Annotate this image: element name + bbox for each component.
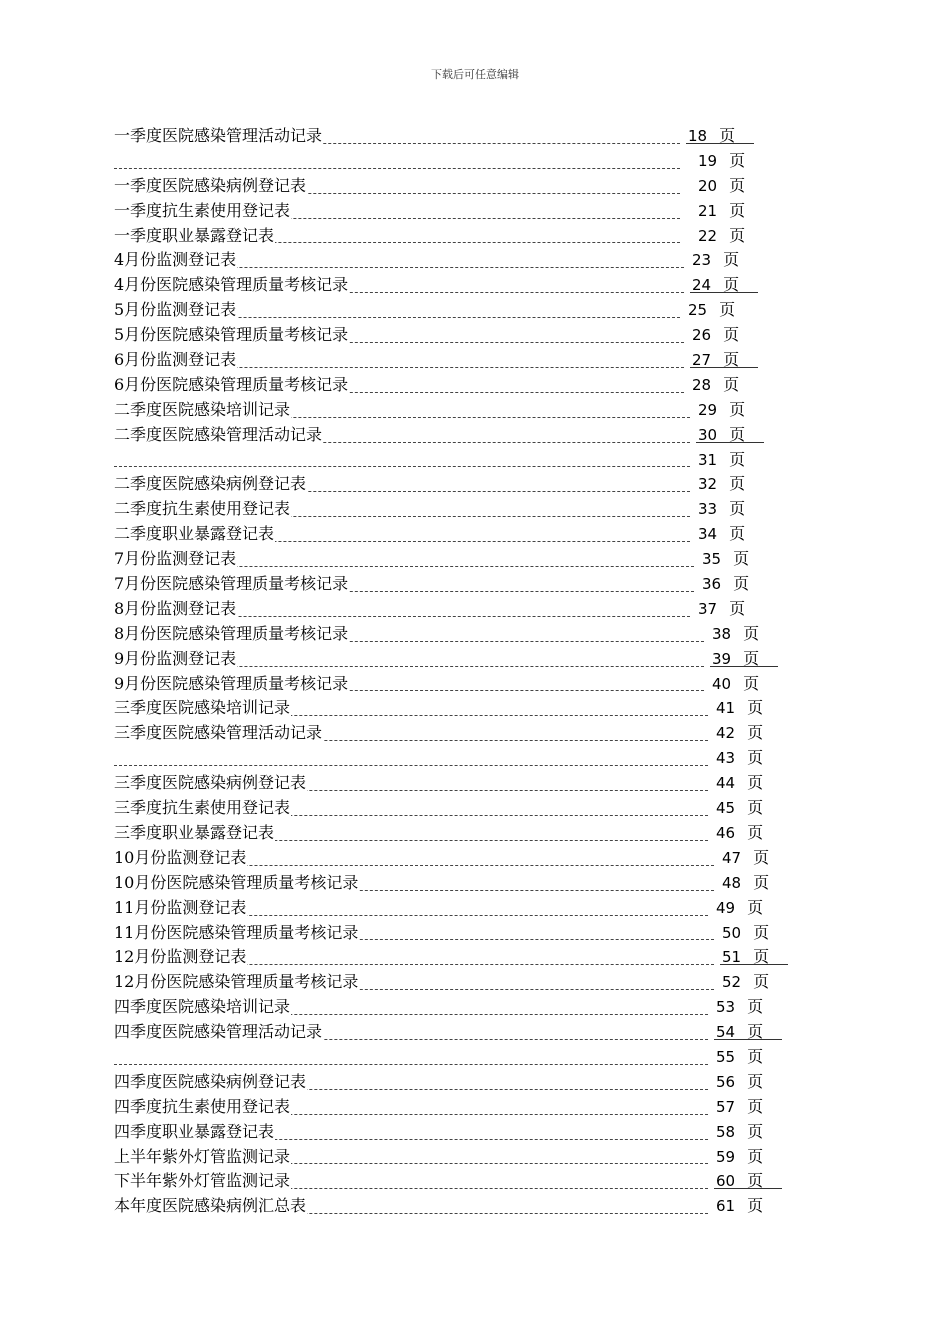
page-unit: 页	[747, 773, 764, 793]
toc-entry-title: 7月份监测登记表	[114, 547, 237, 572]
toc-entry-title: 一季度医院感染管理活动记录	[114, 124, 323, 149]
toc-entry-title: 二季度医院感染管理活动记录	[114, 423, 323, 448]
page-number: 26	[692, 326, 712, 345]
page-number: 31	[698, 450, 718, 469]
page-number: 60	[716, 1172, 736, 1191]
page-number: 55	[716, 1047, 736, 1066]
toc-entry	[114, 896, 794, 921]
toc-entry-page	[714, 1095, 765, 1120]
toc-entry-page	[696, 174, 747, 199]
toc-entry-title: 上半年紫外灯管监测记录	[114, 1145, 291, 1170]
toc-entry	[114, 547, 794, 572]
page-number: 54	[716, 1023, 736, 1042]
toc-entry	[114, 298, 794, 323]
toc-entry-page	[714, 1045, 765, 1070]
toc-entry-title: 下半年紫外灯管监测记录	[114, 1169, 291, 1194]
toc-entry-title: 4月份监测登记表	[114, 248, 237, 273]
toc-entry-page	[714, 1145, 765, 1170]
page-number: 61	[716, 1197, 736, 1216]
toc-entry-page	[714, 796, 765, 821]
toc-entry-page	[720, 846, 771, 871]
page-unit: 页	[743, 673, 760, 693]
toc-entry	[114, 149, 794, 174]
toc-entry-title: 5月份监测登记表	[114, 298, 237, 323]
toc-entry	[114, 124, 794, 149]
page-number: 46	[716, 823, 736, 842]
page-unit: 页	[747, 1022, 764, 1042]
toc-entry-title: 二季度医院感染病例登记表	[114, 472, 307, 497]
toc-entry	[114, 572, 794, 597]
toc-entry-title: 四季度医院感染病例登记表	[114, 1070, 307, 1095]
page-number: 44	[716, 774, 736, 793]
toc-entry	[114, 622, 794, 647]
toc-entry	[114, 921, 794, 946]
toc-entry-page	[714, 821, 765, 846]
toc-entry	[114, 174, 794, 199]
page-header: 下载后可任意编辑	[431, 68, 519, 81]
toc-entry	[114, 821, 794, 846]
page-number: 24	[692, 276, 712, 295]
dot-leader	[114, 1064, 708, 1065]
page-unit: 页	[753, 847, 770, 867]
toc-entry-title: 一季度抗生素使用登记表	[114, 199, 291, 224]
toc-entry	[114, 273, 794, 298]
toc-entry-page	[714, 1070, 765, 1095]
page-unit: 页	[729, 175, 746, 195]
page-unit: 页	[723, 350, 740, 370]
page-number: 29	[698, 400, 718, 419]
page-unit: 页	[733, 549, 750, 569]
page-unit: 页	[747, 822, 764, 842]
toc-entry-title: 四季度医院感染管理活动记录	[114, 1020, 323, 1045]
underline	[686, 143, 754, 144]
page-number: 39	[712, 649, 732, 668]
toc-entry	[114, 871, 794, 896]
toc-entry-page	[714, 1194, 765, 1219]
page-number: 23	[692, 251, 712, 270]
page-unit: 页	[747, 1046, 764, 1066]
toc-entry-page	[714, 1020, 765, 1045]
page-unit: 页	[729, 399, 746, 419]
page-unit: 页	[729, 474, 746, 494]
page-unit: 页	[747, 798, 764, 818]
toc-entry	[114, 373, 794, 398]
toc-entry	[114, 846, 794, 871]
toc-entry	[114, 945, 794, 970]
page-number: 38	[712, 624, 732, 643]
page-number: 27	[692, 351, 712, 370]
toc-entry-page	[696, 597, 747, 622]
toc-entry	[114, 1194, 794, 1219]
page-unit: 页	[729, 449, 746, 469]
page-number: 45	[716, 799, 736, 818]
toc-entry	[114, 696, 794, 721]
page-number: 56	[716, 1072, 736, 1091]
toc-entry-page	[696, 423, 747, 448]
page-unit: 页	[743, 623, 760, 643]
toc-entry	[114, 497, 794, 522]
toc-entry-title: 四季度职业暴露登记表	[114, 1120, 275, 1145]
page-number: 18	[688, 127, 708, 145]
page-number: 40	[712, 674, 732, 693]
toc-entry	[114, 423, 794, 448]
page-unit: 页	[747, 1121, 764, 1141]
toc-entry	[114, 224, 794, 249]
page-number: 41	[716, 699, 736, 718]
toc-entry-page	[714, 746, 765, 771]
toc-entry-page	[714, 896, 765, 921]
toc-entry-page	[696, 199, 747, 224]
toc-entry-title: 四季度抗生素使用登记表	[114, 1095, 291, 1120]
toc-entry-title: 11月份医院感染管理质量考核记录	[114, 921, 359, 946]
toc-entry-title: 一季度医院感染病例登记表	[114, 174, 307, 199]
underline	[690, 367, 758, 368]
page-number: 20	[698, 176, 718, 195]
toc-entry	[114, 448, 794, 473]
dot-leader	[114, 466, 690, 467]
page-number: 35	[702, 550, 722, 569]
page-number: 34	[698, 525, 718, 544]
toc-entry	[114, 771, 794, 796]
toc-entry-title: 10月份医院感染管理质量考核记录	[114, 871, 359, 896]
toc-entry-title: 9月份医院感染管理质量考核记录	[114, 672, 349, 697]
page-number: 32	[698, 475, 718, 494]
page-number: 28	[692, 375, 712, 394]
page-unit: 页	[747, 1146, 764, 1166]
page-unit: 页	[747, 1196, 764, 1216]
page-unit: 页	[747, 1171, 764, 1191]
toc-entry-page	[696, 448, 747, 473]
page-number: 59	[716, 1147, 736, 1166]
toc-entry-title: 二季度医院感染培训记录	[114, 398, 291, 423]
page-unit: 页	[747, 1071, 764, 1091]
toc-entry-page	[714, 696, 765, 721]
toc-entry-page	[714, 721, 765, 746]
toc-entry	[114, 721, 794, 746]
toc-entry-page	[690, 248, 741, 273]
underline	[690, 292, 758, 293]
page-unit: 页	[747, 897, 764, 917]
page-number: 48	[722, 873, 742, 892]
dot-leader	[114, 765, 708, 766]
toc-entry	[114, 522, 794, 547]
toc-entry-title: 7月份医院感染管理质量考核记录	[114, 572, 349, 597]
page-number: 47	[722, 848, 742, 867]
toc-entry	[114, 647, 794, 672]
page-number: 19	[698, 151, 718, 170]
toc-entry	[114, 248, 794, 273]
toc-entry-page	[686, 298, 737, 323]
toc-entry-page	[714, 771, 765, 796]
toc-entry-title: 二季度职业暴露登记表	[114, 522, 275, 547]
underline	[710, 666, 778, 667]
toc-entry-page	[696, 398, 747, 423]
dot-leader	[114, 168, 680, 169]
page-unit: 页	[743, 648, 760, 668]
toc-entry-page	[696, 149, 747, 174]
page-unit: 页	[729, 499, 746, 519]
page-number: 52	[722, 973, 742, 992]
toc-entry-title: 5月份医院感染管理质量考核记录	[114, 323, 349, 348]
page-unit: 页	[723, 325, 740, 345]
toc-entry-page	[690, 273, 741, 298]
page-number: 57	[716, 1097, 736, 1116]
toc-entry	[114, 472, 794, 497]
toc-entry-title: 二季度抗生素使用登记表	[114, 497, 291, 522]
toc-entry	[114, 1145, 794, 1170]
toc-entry-title: 三季度医院感染培训记录	[114, 696, 291, 721]
toc-entry-page	[690, 373, 741, 398]
page-unit: 页	[753, 872, 770, 892]
toc-entry	[114, 672, 794, 697]
page-number: 43	[716, 749, 736, 768]
toc-entry-page	[714, 1120, 765, 1145]
toc-entry-page	[710, 647, 761, 672]
page-unit: 页	[747, 748, 764, 768]
toc-entry-page	[696, 522, 747, 547]
toc-entry	[114, 323, 794, 348]
toc-entry-title: 四季度医院感染培训记录	[114, 995, 291, 1020]
toc-entry-title: 6月份医院感染管理质量考核记录	[114, 373, 349, 398]
toc-entry-page	[714, 995, 765, 1020]
underline	[714, 1039, 782, 1040]
page-unit: 页	[723, 374, 740, 394]
page-number: 21	[698, 201, 718, 220]
toc-entry-page	[714, 1169, 765, 1194]
toc-entry-title: 8月份监测登记表	[114, 597, 237, 622]
toc-entry-page	[720, 921, 771, 946]
toc-entry	[114, 398, 794, 423]
toc-entry	[114, 796, 794, 821]
toc-entry-title: 三季度医院感染管理活动记录	[114, 721, 323, 746]
toc-entry	[114, 348, 794, 373]
page-number: 58	[716, 1122, 736, 1141]
page-unit: 页	[747, 723, 764, 743]
page-unit: 页	[729, 200, 746, 220]
toc-entry	[114, 995, 794, 1020]
toc-entry	[114, 597, 794, 622]
toc-entry	[114, 1095, 794, 1120]
toc-entry-page	[700, 547, 751, 572]
toc-entry	[114, 199, 794, 224]
page-unit: 页	[729, 424, 746, 444]
toc-entry-title: 三季度医院感染病例登记表	[114, 771, 307, 796]
page-unit: 页	[729, 524, 746, 544]
toc-entry-page	[720, 871, 771, 896]
toc-entry	[114, 1120, 794, 1145]
toc-entry	[114, 1020, 794, 1045]
toc-entry-title: 一季度职业暴露登记表	[114, 224, 275, 249]
page-unit: 页	[747, 1096, 764, 1116]
page-number: 51	[722, 948, 742, 967]
page-number: 30	[698, 425, 718, 444]
toc-entry-title: 10月份监测登记表	[114, 846, 247, 871]
toc-entry-title: 6月份监测登记表	[114, 348, 237, 373]
toc-entry-title: 8月份医院感染管理质量考核记录	[114, 622, 349, 647]
page-unit: 页	[719, 300, 736, 320]
toc-entry-title: 本年度医院感染病例汇总表	[114, 1194, 307, 1219]
toc-entry-title: 三季度职业暴露登记表	[114, 821, 275, 846]
page-unit: 页	[729, 150, 746, 170]
page-unit: 页	[753, 972, 770, 992]
page-unit: 页	[753, 922, 770, 942]
toc-entry-page	[720, 945, 771, 970]
toc-entry-title: 9月份监测登记表	[114, 647, 237, 672]
toc-entry-title: 12月份监测登记表	[114, 945, 247, 970]
toc-entry-title: 11月份监测登记表	[114, 896, 247, 921]
toc-entry-title: 12月份医院感染管理质量考核记录	[114, 970, 359, 995]
toc-entry-page	[710, 672, 761, 697]
page-number: 50	[722, 923, 742, 942]
page-number: 36	[702, 575, 722, 594]
toc-entry	[114, 1169, 794, 1194]
page-unit: 页	[729, 598, 746, 618]
page-unit: 页	[723, 250, 740, 270]
page-number: 53	[716, 998, 736, 1017]
page-unit: 页	[719, 126, 736, 145]
toc-entry	[114, 1070, 794, 1095]
toc-entry	[114, 970, 794, 995]
underline	[720, 964, 788, 965]
underline	[714, 1188, 782, 1189]
toc-entry-page	[690, 348, 741, 373]
toc-entry-page	[690, 323, 741, 348]
toc-entry-page	[710, 622, 761, 647]
page-number: 49	[716, 898, 736, 917]
page-unit: 页	[733, 574, 750, 594]
toc-entry-page	[686, 124, 737, 149]
toc-entry-page	[700, 572, 751, 597]
toc-entry-page	[696, 497, 747, 522]
toc-entry	[114, 1045, 794, 1070]
toc-entry-title: 三季度抗生素使用登记表	[114, 796, 291, 821]
page-number: 42	[716, 724, 736, 743]
toc-entry-page	[696, 224, 747, 249]
page-number: 22	[698, 226, 718, 245]
page-number: 33	[698, 500, 718, 519]
page-unit: 页	[747, 997, 764, 1017]
page-number: 25	[688, 301, 708, 320]
toc-entry-page	[696, 472, 747, 497]
page-unit: 页	[723, 275, 740, 295]
toc-entry	[114, 746, 794, 771]
underline	[696, 442, 764, 443]
toc-entry-page	[720, 970, 771, 995]
page-unit: 页	[747, 698, 764, 718]
page-unit: 页	[753, 947, 770, 967]
page-unit: 页	[729, 225, 746, 245]
page-number: 37	[698, 599, 718, 618]
toc-entry-title: 4月份医院感染管理质量考核记录	[114, 273, 349, 298]
table-of-contents	[114, 124, 794, 1219]
